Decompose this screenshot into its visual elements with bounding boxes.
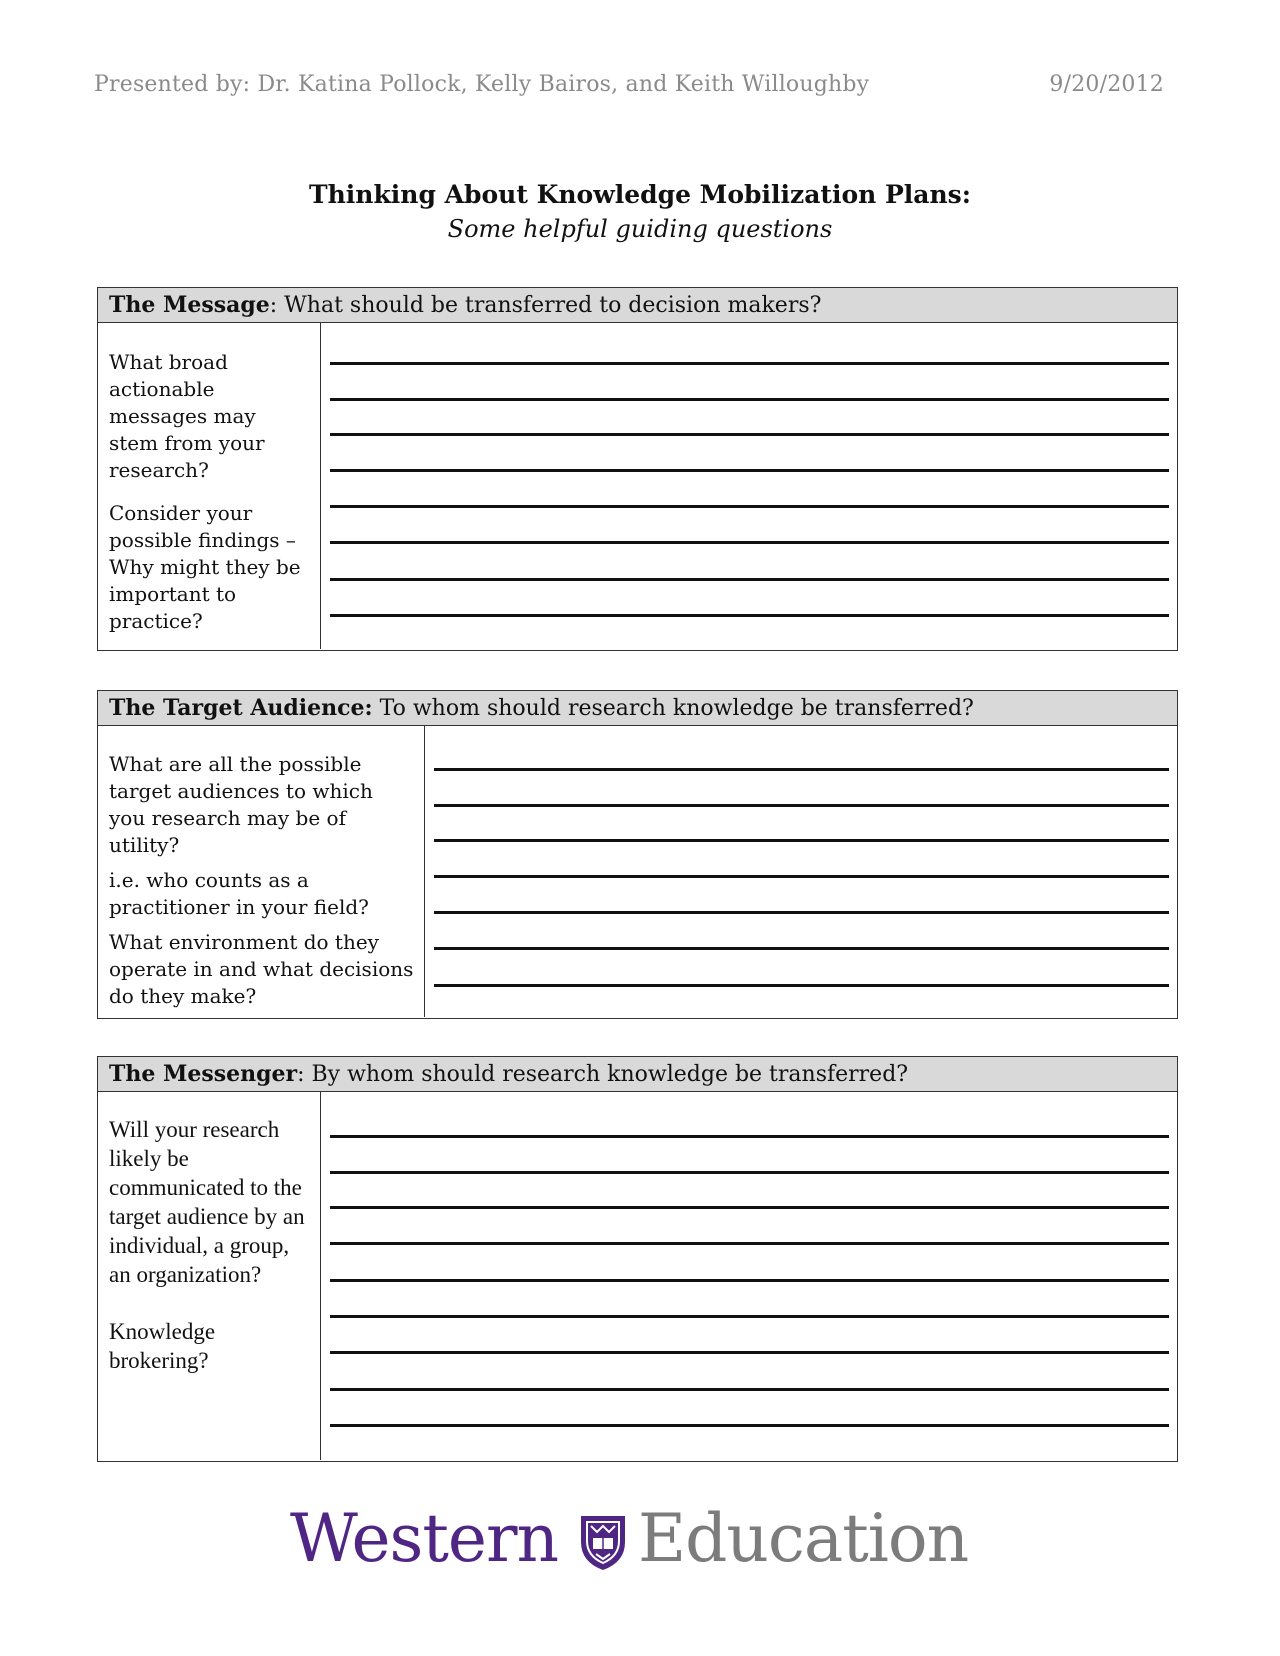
answer-line[interactable] xyxy=(434,839,1169,842)
answer-line[interactable] xyxy=(330,469,1169,472)
shield-crest-icon xyxy=(578,1512,628,1572)
answer-line[interactable] xyxy=(330,1388,1169,1391)
question-text: i.e. who counts as a practitioner in your field? xyxy=(109,868,369,919)
heading-rest: : By whom should research knowledge be transferred? xyxy=(297,1062,909,1087)
heading-bold: The Message xyxy=(109,292,270,318)
answer-line[interactable] xyxy=(434,875,1169,878)
heading-rest: : What should be transferred to decision makers? xyxy=(269,293,822,318)
page-header xyxy=(94,72,1164,112)
page-subtitle: Some helpful guiding questions xyxy=(447,215,833,243)
answer-line[interactable] xyxy=(434,984,1169,987)
answer-line[interactable] xyxy=(434,768,1169,771)
answer-line[interactable] xyxy=(330,505,1169,508)
answer-line[interactable] xyxy=(330,1315,1169,1318)
logo-education-word: Education xyxy=(638,1500,969,1577)
answer-line[interactable] xyxy=(330,1279,1169,1282)
question-text: Will your research likely be communicated to the target audience by an individual, a group, an organization? xyxy=(109,1117,305,1287)
heading-bold: The Target Audience: xyxy=(109,695,373,721)
section-messenger xyxy=(97,1056,1178,1462)
section-message-body xyxy=(98,323,1177,649)
question-column xyxy=(98,726,425,1017)
answer-line[interactable] xyxy=(434,947,1169,950)
section-messenger-heading xyxy=(98,1057,1177,1092)
section-message xyxy=(97,287,1178,651)
answer-line[interactable] xyxy=(330,433,1169,436)
answer-line[interactable] xyxy=(330,541,1169,544)
section-messenger-body xyxy=(98,1092,1177,1460)
section-message-heading xyxy=(98,288,1177,323)
title-block xyxy=(0,178,1280,246)
question-column xyxy=(98,323,321,649)
section-target-audience xyxy=(97,690,1178,1019)
question-column xyxy=(98,1092,321,1460)
question-text: What broad actionable messages may stem from your research? xyxy=(109,350,265,482)
heading-rest: To whom should research knowledge be transferred? xyxy=(372,696,974,721)
question-text: What are all the possible target audiences to which you research may be of utility? xyxy=(109,752,373,857)
heading-bold: The Messenger xyxy=(109,1061,298,1087)
answer-line[interactable] xyxy=(330,614,1169,617)
answer-line[interactable] xyxy=(330,1171,1169,1174)
date-text: 9/20/2012 xyxy=(1049,72,1164,97)
presenters-text: Presented by: Dr. Katina Pollock, Kelly Bairos, and Keith Willoughby xyxy=(94,72,870,97)
answer-line[interactable] xyxy=(330,1206,1169,1209)
answer-line[interactable] xyxy=(330,1351,1169,1354)
section-target-audience-body xyxy=(98,726,1177,1017)
answer-line[interactable] xyxy=(330,398,1169,401)
answer-line[interactable] xyxy=(330,578,1169,581)
answer-line[interactable] xyxy=(330,362,1169,365)
page-title: Thinking About Knowledge Mobilization Plans: xyxy=(309,180,971,209)
answer-line[interactable] xyxy=(330,1424,1169,1427)
answer-line[interactable] xyxy=(330,1242,1169,1245)
question-text: Knowledge brokering? xyxy=(109,1319,216,1373)
section-target-audience-heading xyxy=(98,691,1177,726)
answer-line[interactable] xyxy=(330,1135,1169,1138)
answer-line[interactable] xyxy=(434,804,1169,807)
logo-western-word: Western xyxy=(290,1500,559,1577)
question-text: What environment do they operate in and what decisions do they make? xyxy=(109,930,414,1008)
answer-line[interactable] xyxy=(434,911,1169,914)
question-text: Consider your possible findings – Why might they be important to practice? xyxy=(109,501,301,633)
